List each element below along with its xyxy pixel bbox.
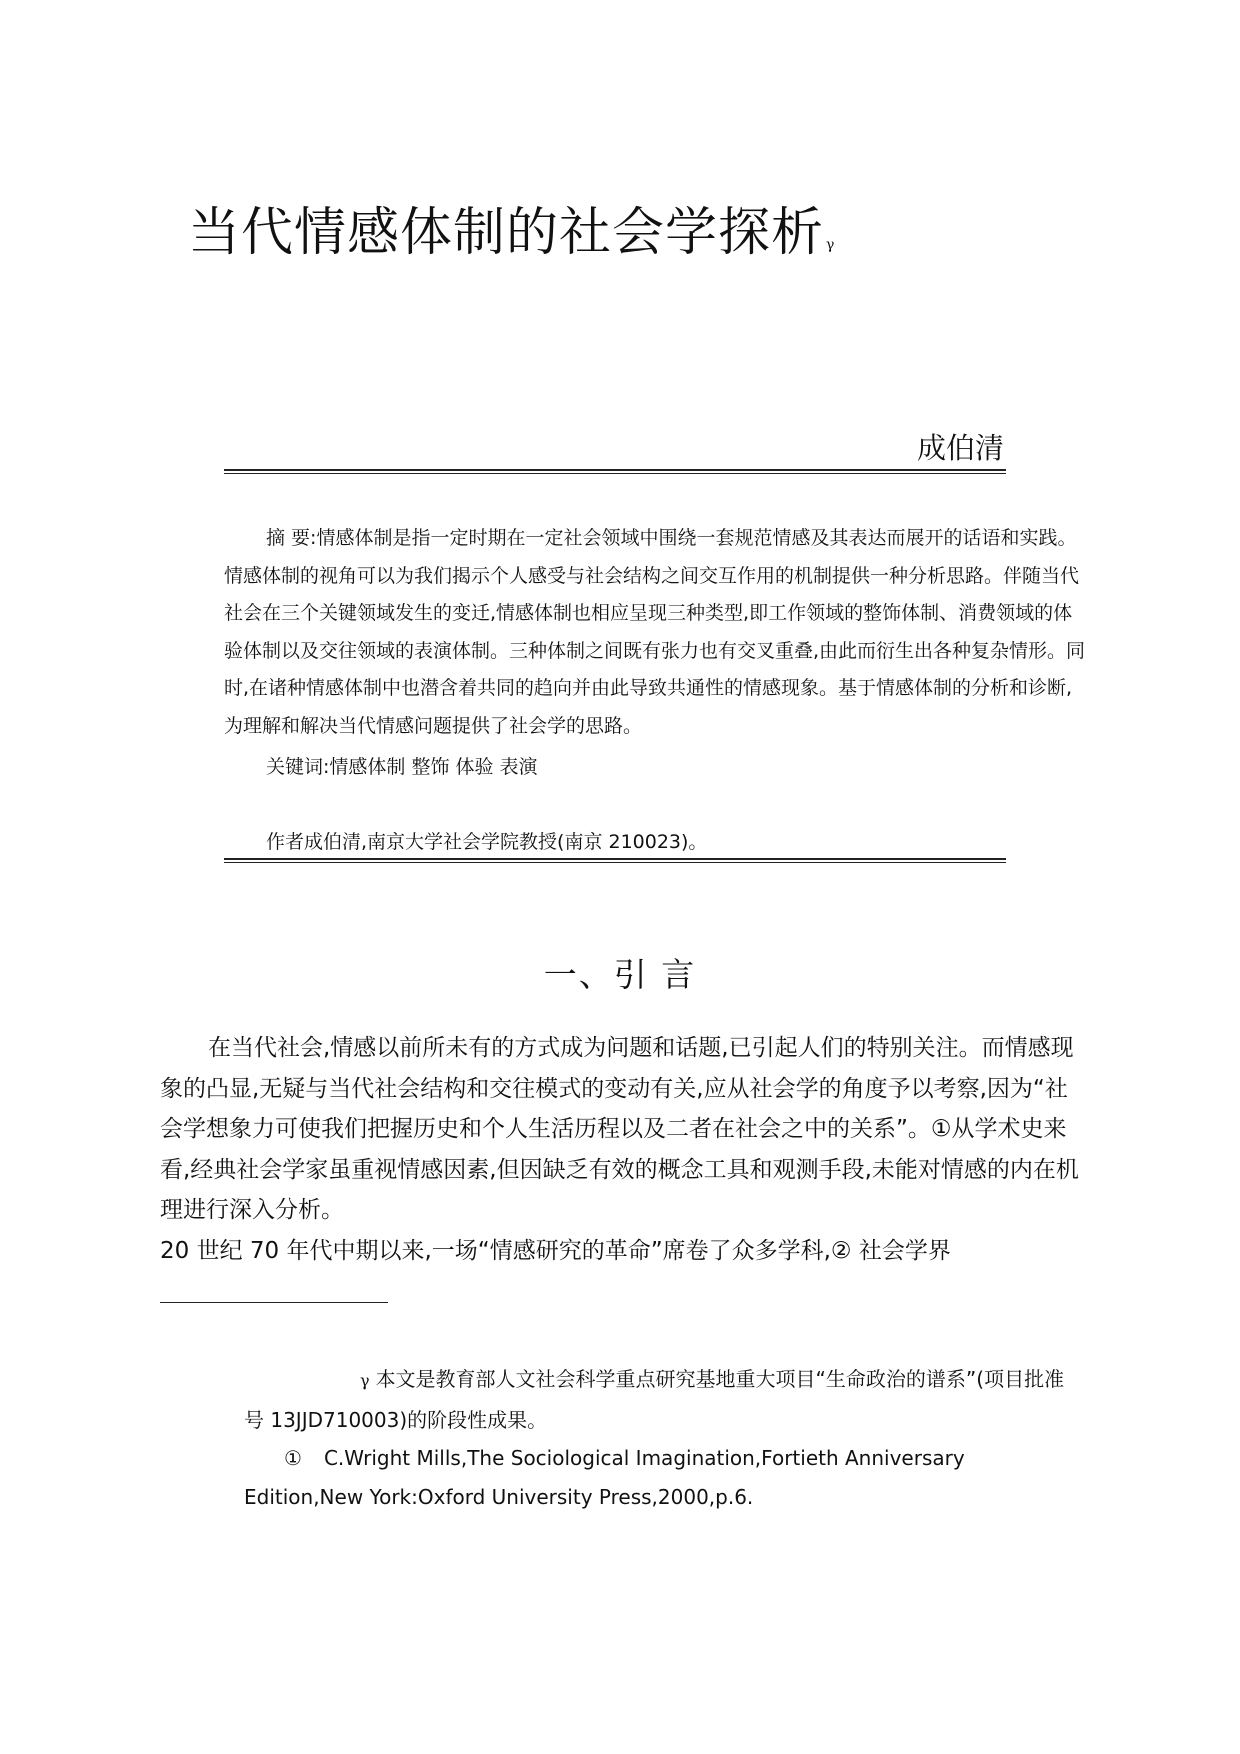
- footnote-funding-text: 本文是教育部人文社会科学重点研究基地重大项目“生命政治的谱系”(项目批准号 13JJD710003)的阶段性成果。: [244, 1367, 1065, 1432]
- keywords: 关键词:情感体制 整饰 体验 表演: [266, 756, 538, 778]
- footnote-reference-1-number: ①: [284, 1446, 302, 1470]
- body-text: [160, 1028, 1080, 1271]
- abstract-top-rule: [224, 469, 1006, 474]
- section-heading: 一、引 言: [543, 955, 697, 994]
- author-name: 成伯清: [916, 431, 1004, 465]
- abstract-block: [224, 520, 1086, 745]
- paper-title: [188, 198, 835, 268]
- body-paragraph-2: 20 世纪 70 年代中期以来,一场“情感研究的革命”席卷了众多学科,② 社会学界: [160, 1237, 951, 1264]
- abstract-bottom-rule: [224, 858, 1006, 863]
- footnote-reference-1-text: C.Wright Mills,The Sociological Imagination,Fortieth Anniversary Edition,New York:Oxford University Press,2000,p.6.: [244, 1446, 965, 1509]
- footnote-separator: [160, 1302, 388, 1303]
- author-affiliation: 作者成伯清,南京大学社会学院教授(南京 210023)。: [266, 831, 708, 853]
- paper-title-text: 当代情感体制的社会学探析: [188, 203, 825, 263]
- footnote-reference-1: [244, 1439, 1084, 1516]
- footnote-funding-marker: γ: [360, 1371, 370, 1390]
- footnotes: [244, 1360, 1084, 1516]
- footnote-funding: [244, 1360, 1084, 1439]
- body-paragraph-1: 在当代社会,情感以前所未有的方式成为问题和话题,已引起人们的特别关注。而情感现象的凸显,无疑与当代社会结构和交往模式的变动有关,应从社会学的角度予以考察,因为“社会学想象力可使我们把握历史和个人生活历程以及二者在社会之中的关系”。①从学术史来看,经典社会学家虽重视情感因素,但因缺乏有效的概念工具和观测手段,未能对情感的内在机理进行深入分析。: [160, 1035, 1079, 1223]
- abstract-text: 摘 要:情感体制是指一定时期在一定社会领域中围绕一套规范情感及其表达而展开的话语和实践。情感体制的视角可以为我们揭示个人感受与社会结构之间交互作用的机制提供一种分析思路。伴随当代社会在三个关键领域发生的变迁,情感体制也相应呈现三种类型,即工作领域的整饰体制、消费领域的体验体制以及交往领域的表演体制。三种体制之间既有张力也有交叉重叠,由此而衍生出各种复杂情形。同时,在诸种情感体制中也潜含着共同的趋向并由此导致共通性的情感现象。基于情感体制的分析和诊断,为理解和解决当代情感问题提供了社会学的思路。: [224, 527, 1086, 737]
- title-footnote-marker: γ: [826, 237, 836, 253]
